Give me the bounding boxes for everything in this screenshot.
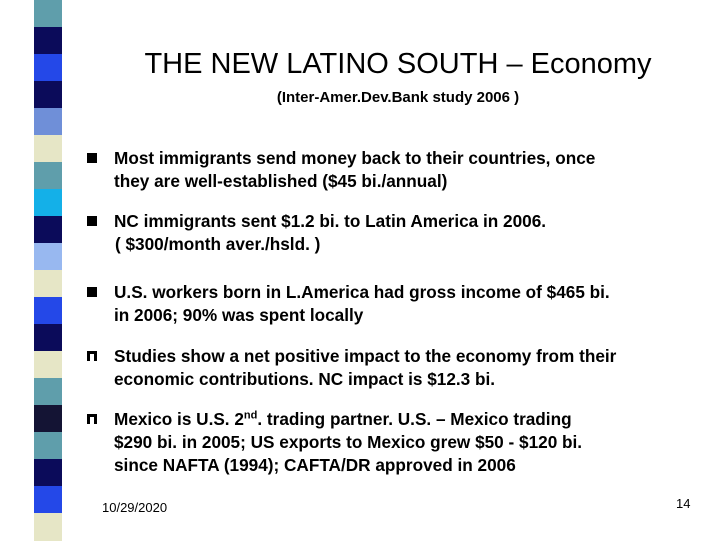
bullet-line: $290 bi. in 2005; US exports to Mexico grew $50 - $120 bi.	[114, 432, 583, 452]
bullet-line: NC immigrants sent $1.2 bi. to Latin America in 2006.	[114, 211, 547, 231]
stripe-block	[34, 108, 62, 136]
superscript: nd	[243, 409, 258, 422]
stripe-block	[34, 81, 62, 109]
stripe-block	[34, 135, 62, 163]
bullet-text: Mexico is U.S. 2	[114, 409, 244, 429]
stripe-block	[34, 162, 62, 190]
stripe-block	[34, 189, 62, 217]
stripe-block	[34, 27, 62, 55]
bullet-line: since NAFTA (1994); CAFTA/DR approved in 2006	[114, 455, 516, 475]
stripe-block	[34, 378, 62, 406]
square-bullet-icon	[86, 215, 97, 226]
bullet-line: they are well-established ($45 bi./annual)	[114, 171, 448, 191]
bullet-line: economic contributions. NC impact is $12.3 bi.	[114, 369, 496, 389]
stripe-block	[34, 486, 62, 514]
bullet-line	[114, 408, 704, 431]
stripe-block	[34, 513, 62, 541]
stripe-block	[34, 216, 62, 244]
stripe-block	[34, 243, 62, 271]
stripe-block	[34, 297, 62, 325]
bullet-text: . trading partner. U.S. – Mexico trading	[257, 409, 572, 429]
stripe-block	[34, 432, 62, 460]
bullet-line: ( $300/month aver./hsld. )	[115, 234, 321, 254]
square-bullet-icon	[86, 286, 97, 297]
decorative-color-stripe	[0, 0, 62, 540]
bullet-line: in 2006; 90% was spent locally	[114, 305, 364, 325]
n-bullet-icon	[86, 350, 97, 361]
stripe-block	[34, 351, 62, 379]
stripe-block	[34, 405, 62, 433]
page-number: 14	[676, 496, 691, 511]
n-bullet-icon	[86, 413, 97, 424]
stripe-block	[34, 459, 62, 487]
footer-date: 10/29/2020	[102, 500, 168, 515]
square-bullet-icon	[86, 152, 97, 163]
bullet-line: Most immigrants send money back to their countries, once	[114, 148, 596, 168]
stripe-block	[34, 270, 62, 298]
bullet-line: U.S. workers born in L.America had gross income of $465 bi.	[114, 282, 610, 302]
bullet-line: Studies show a net positive impact to the economy from their	[114, 346, 617, 366]
stripe-block	[34, 54, 62, 82]
stripe-block	[34, 324, 62, 352]
stripe-block	[34, 0, 62, 28]
slide-title: THE NEW LATINO SOUTH – Economy	[144, 48, 652, 80]
slide-subtitle: (Inter-Amer.Dev.Bank study 2006 )	[276, 89, 520, 106]
